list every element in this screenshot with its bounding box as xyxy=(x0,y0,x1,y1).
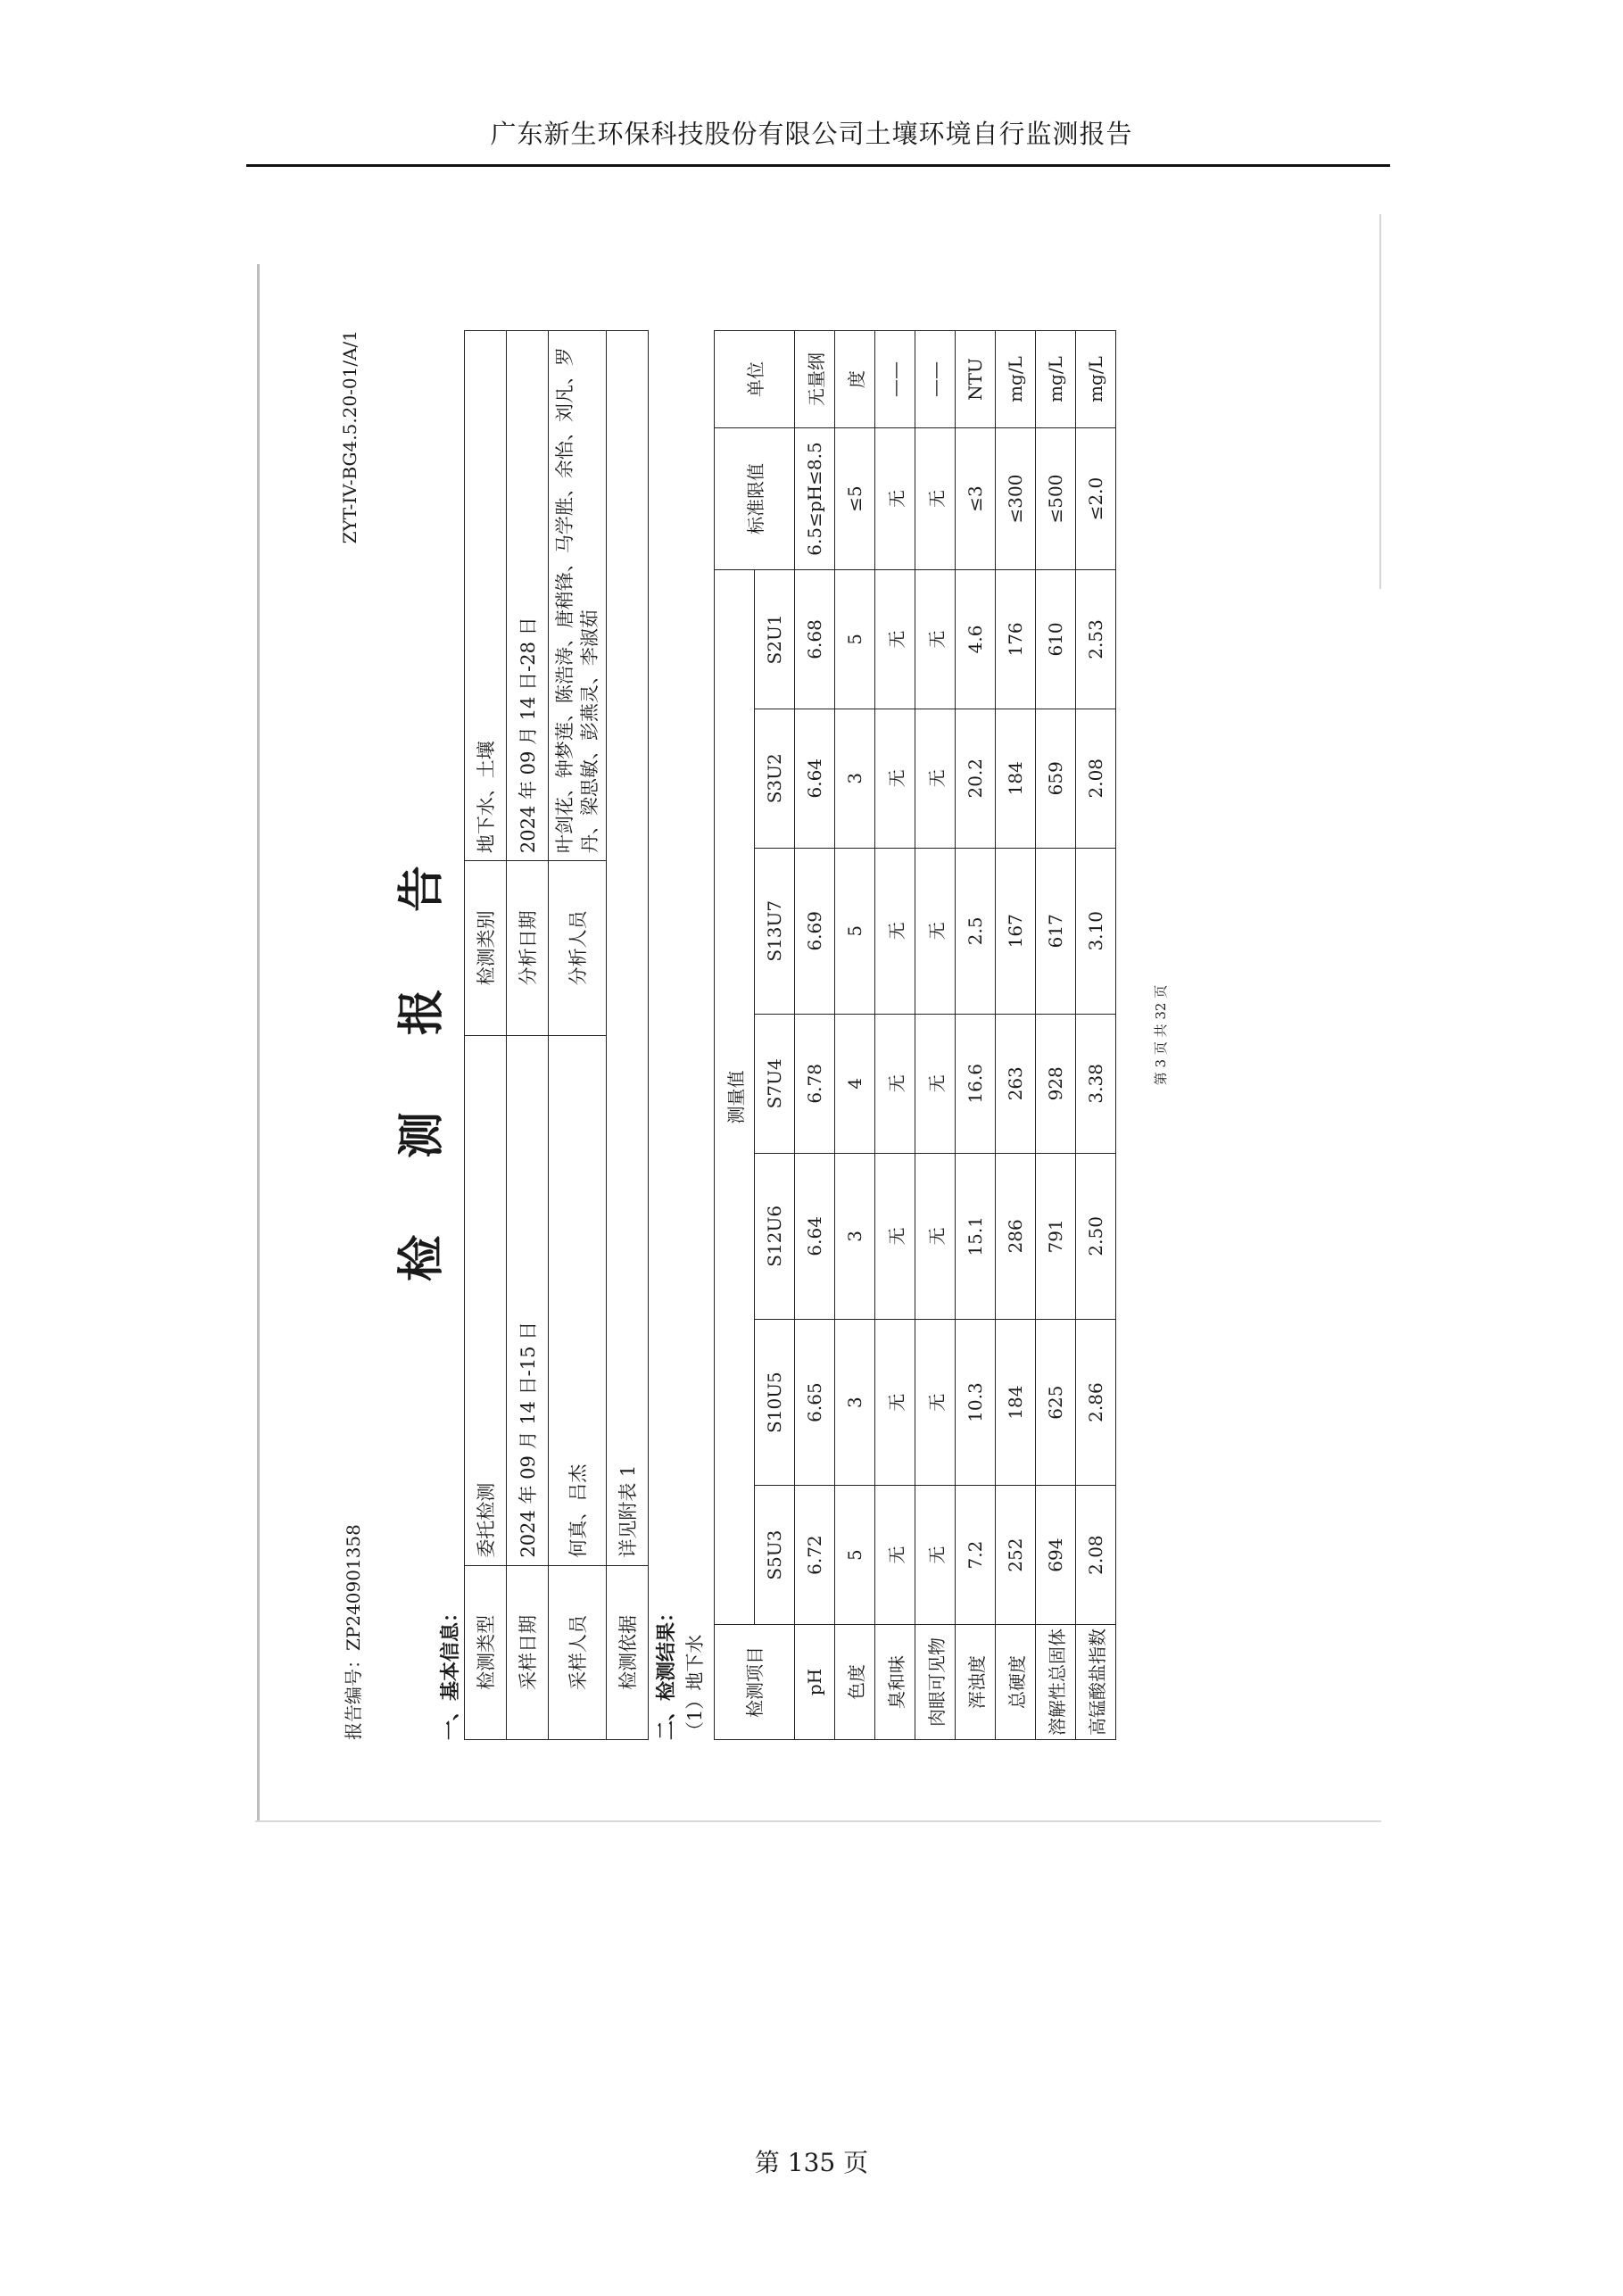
item-cell: 臭和味 xyxy=(875,1625,915,1740)
value-cell: 184 xyxy=(996,709,1036,848)
info-value: 2024 年 09 月 14 日-28 日 xyxy=(507,331,549,861)
scanned-report-sheet xyxy=(339,330,1196,1740)
unit-cell: NTU xyxy=(956,331,996,428)
unit-cell: mg/L xyxy=(1076,331,1116,428)
header-rule xyxy=(246,164,1390,167)
standard-cell: 无 xyxy=(875,428,915,570)
value-cell: 20.2 xyxy=(956,709,996,848)
standard-cell: ≤300 xyxy=(996,428,1036,570)
scan-edge-right xyxy=(1379,214,1381,589)
table-row xyxy=(795,331,835,1740)
value-cell: 659 xyxy=(1036,709,1076,848)
table-row xyxy=(875,331,915,1740)
value-cell: 无 xyxy=(875,1486,915,1625)
scan-edge-left xyxy=(257,264,260,1822)
info-value: 委托检测 xyxy=(465,1035,507,1565)
item-cell: pH xyxy=(795,1625,835,1740)
standard-cell: ≤2.0 xyxy=(1076,428,1116,570)
item-cell: 溶解性总固体 xyxy=(1036,1625,1076,1740)
value-cell: 6.64 xyxy=(795,1153,835,1319)
value-cell: 6.65 xyxy=(795,1319,835,1485)
value-cell: 625 xyxy=(1036,1319,1076,1485)
value-cell: 无 xyxy=(915,1319,956,1485)
value-cell: 无 xyxy=(915,570,956,709)
value-cell: 928 xyxy=(1036,1014,1076,1153)
value-cell: 252 xyxy=(996,1486,1036,1625)
value-cell: 无 xyxy=(915,709,956,848)
info-label: 采样人员 xyxy=(549,1565,607,1739)
value-cell: 694 xyxy=(1036,1486,1076,1625)
value-cell: 2.08 xyxy=(1076,1486,1116,1625)
item-cell: 色度 xyxy=(835,1625,875,1740)
info-value: 叶剑花、钟梦莲、陈浩涛、唐稍锋、马学胜、余怡、刘凡、罗丹、梁思敏、彭燕灵、李淑茹 xyxy=(549,331,607,861)
sample-header: S12U6 xyxy=(755,1153,795,1319)
value-cell: 4.6 xyxy=(956,570,996,709)
info-label: 采样日期 xyxy=(507,1565,549,1739)
value-cell: 176 xyxy=(996,570,1036,709)
value-cell: 15.1 xyxy=(956,1153,996,1319)
value-cell: 无 xyxy=(915,1014,956,1153)
item-cell: 肉眼可见物 xyxy=(915,1625,956,1740)
table-row xyxy=(1036,331,1076,1740)
value-cell: 无 xyxy=(875,1319,915,1485)
unit-cell: 度 xyxy=(835,331,875,428)
value-cell: 167 xyxy=(996,848,1036,1014)
basic-info-table xyxy=(464,330,649,1740)
value-cell: 286 xyxy=(996,1153,1036,1319)
value-cell: 2.50 xyxy=(1076,1153,1116,1319)
info-value: 2024 年 09 月 14 日-15 日 xyxy=(507,1035,549,1565)
value-cell: 6.78 xyxy=(795,1014,835,1153)
value-cell: 6.64 xyxy=(795,709,835,848)
unit-cell: —— xyxy=(875,331,915,428)
form-code: ZYT-IV-BG4.5.20-01/A/1 xyxy=(339,330,360,544)
standard-cell: ≤5 xyxy=(835,428,875,570)
sample-header: S7U4 xyxy=(755,1014,795,1153)
standard-column-header: 标准限值 xyxy=(715,428,795,570)
value-cell: 263 xyxy=(996,1014,1036,1153)
value-cell: 5 xyxy=(835,570,875,709)
table-row xyxy=(835,331,875,1740)
value-cell: 无 xyxy=(915,1153,956,1319)
standard-cell: ≤3 xyxy=(956,428,996,570)
standard-cell: 无 xyxy=(915,428,956,570)
value-cell: 无 xyxy=(875,848,915,1014)
table-row xyxy=(1076,331,1116,1740)
info-row xyxy=(549,331,607,1740)
item-cell: 高锰酸盐指数 xyxy=(1076,1625,1116,1740)
report-page-count: 第 3 页 共 32 页 xyxy=(1153,984,1169,1086)
standard-cell: 6.5≤pH≤8.5 xyxy=(795,428,835,570)
measured-column-header: 测量值 xyxy=(715,570,755,1625)
table-row xyxy=(915,331,956,1740)
sample-header: S5U3 xyxy=(755,1486,795,1625)
value-cell: 16.6 xyxy=(956,1014,996,1153)
item-column-header: 检测项目 xyxy=(715,1625,795,1740)
value-cell: 3.38 xyxy=(1076,1014,1116,1153)
value-cell: 3 xyxy=(835,1153,875,1319)
info-label: 检测依据 xyxy=(607,1565,649,1739)
item-cell: 浑浊度 xyxy=(956,1625,996,1740)
sample-header: S10U5 xyxy=(755,1319,795,1485)
report-number: 报告编号：ZP240901358 xyxy=(343,1524,364,1740)
value-cell: 无 xyxy=(915,1486,956,1625)
sample-header: S13U7 xyxy=(755,848,795,1014)
value-cell: 6.69 xyxy=(795,848,835,1014)
value-cell: 617 xyxy=(1036,848,1076,1014)
groundwater-results-table xyxy=(714,330,1116,1740)
value-cell: 6.72 xyxy=(795,1486,835,1625)
value-cell: 3.10 xyxy=(1076,848,1116,1014)
value-cell: 3 xyxy=(835,709,875,848)
info-label: 检测类别 xyxy=(465,861,507,1035)
info-row xyxy=(607,331,649,1740)
value-cell: 6.68 xyxy=(795,570,835,709)
value-cell: 3 xyxy=(835,1319,875,1485)
value-cell: 10.3 xyxy=(956,1319,996,1485)
unit-cell: —— xyxy=(915,331,956,428)
info-label: 分析日期 xyxy=(507,861,549,1035)
value-cell: 2.5 xyxy=(956,848,996,1014)
unit-cell: mg/L xyxy=(1036,331,1076,428)
value-cell: 2.08 xyxy=(1076,709,1116,848)
sample-header: S3U2 xyxy=(755,709,795,848)
results-heading: 二、检测结果： xyxy=(655,1602,678,1740)
report-title: 检测报告 xyxy=(394,789,449,1282)
info-value: 详见附表 1 xyxy=(607,331,649,1566)
groundwater-subheading: （1）地下水 xyxy=(684,1634,706,1740)
value-cell: 2.86 xyxy=(1076,1319,1116,1485)
basic-info-heading: 一、基本信息： xyxy=(439,1602,462,1740)
info-value: 何真、吕杰 xyxy=(549,1035,607,1565)
value-cell: 无 xyxy=(875,1014,915,1153)
value-cell: 2.53 xyxy=(1076,570,1116,709)
info-row xyxy=(507,331,549,1740)
value-cell: 无 xyxy=(915,848,956,1014)
value-cell: 5 xyxy=(835,848,875,1014)
value-cell: 5 xyxy=(835,1486,875,1625)
info-label: 检测类型 xyxy=(465,1565,507,1739)
info-label: 分析人员 xyxy=(549,861,607,1035)
value-cell: 无 xyxy=(875,570,915,709)
table-row xyxy=(956,331,996,1740)
standard-cell: ≤500 xyxy=(1036,428,1076,570)
item-cell: 总硬度 xyxy=(996,1625,1036,1740)
value-cell: 791 xyxy=(1036,1153,1076,1319)
table-row xyxy=(996,331,1036,1740)
document-header: 广东新生环保科技股份有限公司土壤环境自行监测报告 xyxy=(490,119,1133,149)
value-cell: 无 xyxy=(875,1153,915,1319)
table-header-row xyxy=(715,331,755,1740)
value-cell: 610 xyxy=(1036,570,1076,709)
scan-edge-bottom xyxy=(255,1820,1381,1822)
unit-cell: mg/L xyxy=(996,331,1036,428)
page-footer: 第 135 页 xyxy=(754,2148,869,2177)
sample-header: S2U1 xyxy=(755,570,795,709)
info-row xyxy=(465,331,507,1740)
info-value: 地下水、土壤 xyxy=(465,331,507,861)
value-cell: 7.2 xyxy=(956,1486,996,1625)
unit-column-header: 单位 xyxy=(715,331,795,428)
value-cell: 184 xyxy=(996,1319,1036,1485)
unit-cell: 无量纲 xyxy=(795,331,835,428)
value-cell: 4 xyxy=(835,1014,875,1153)
value-cell: 无 xyxy=(875,709,915,848)
